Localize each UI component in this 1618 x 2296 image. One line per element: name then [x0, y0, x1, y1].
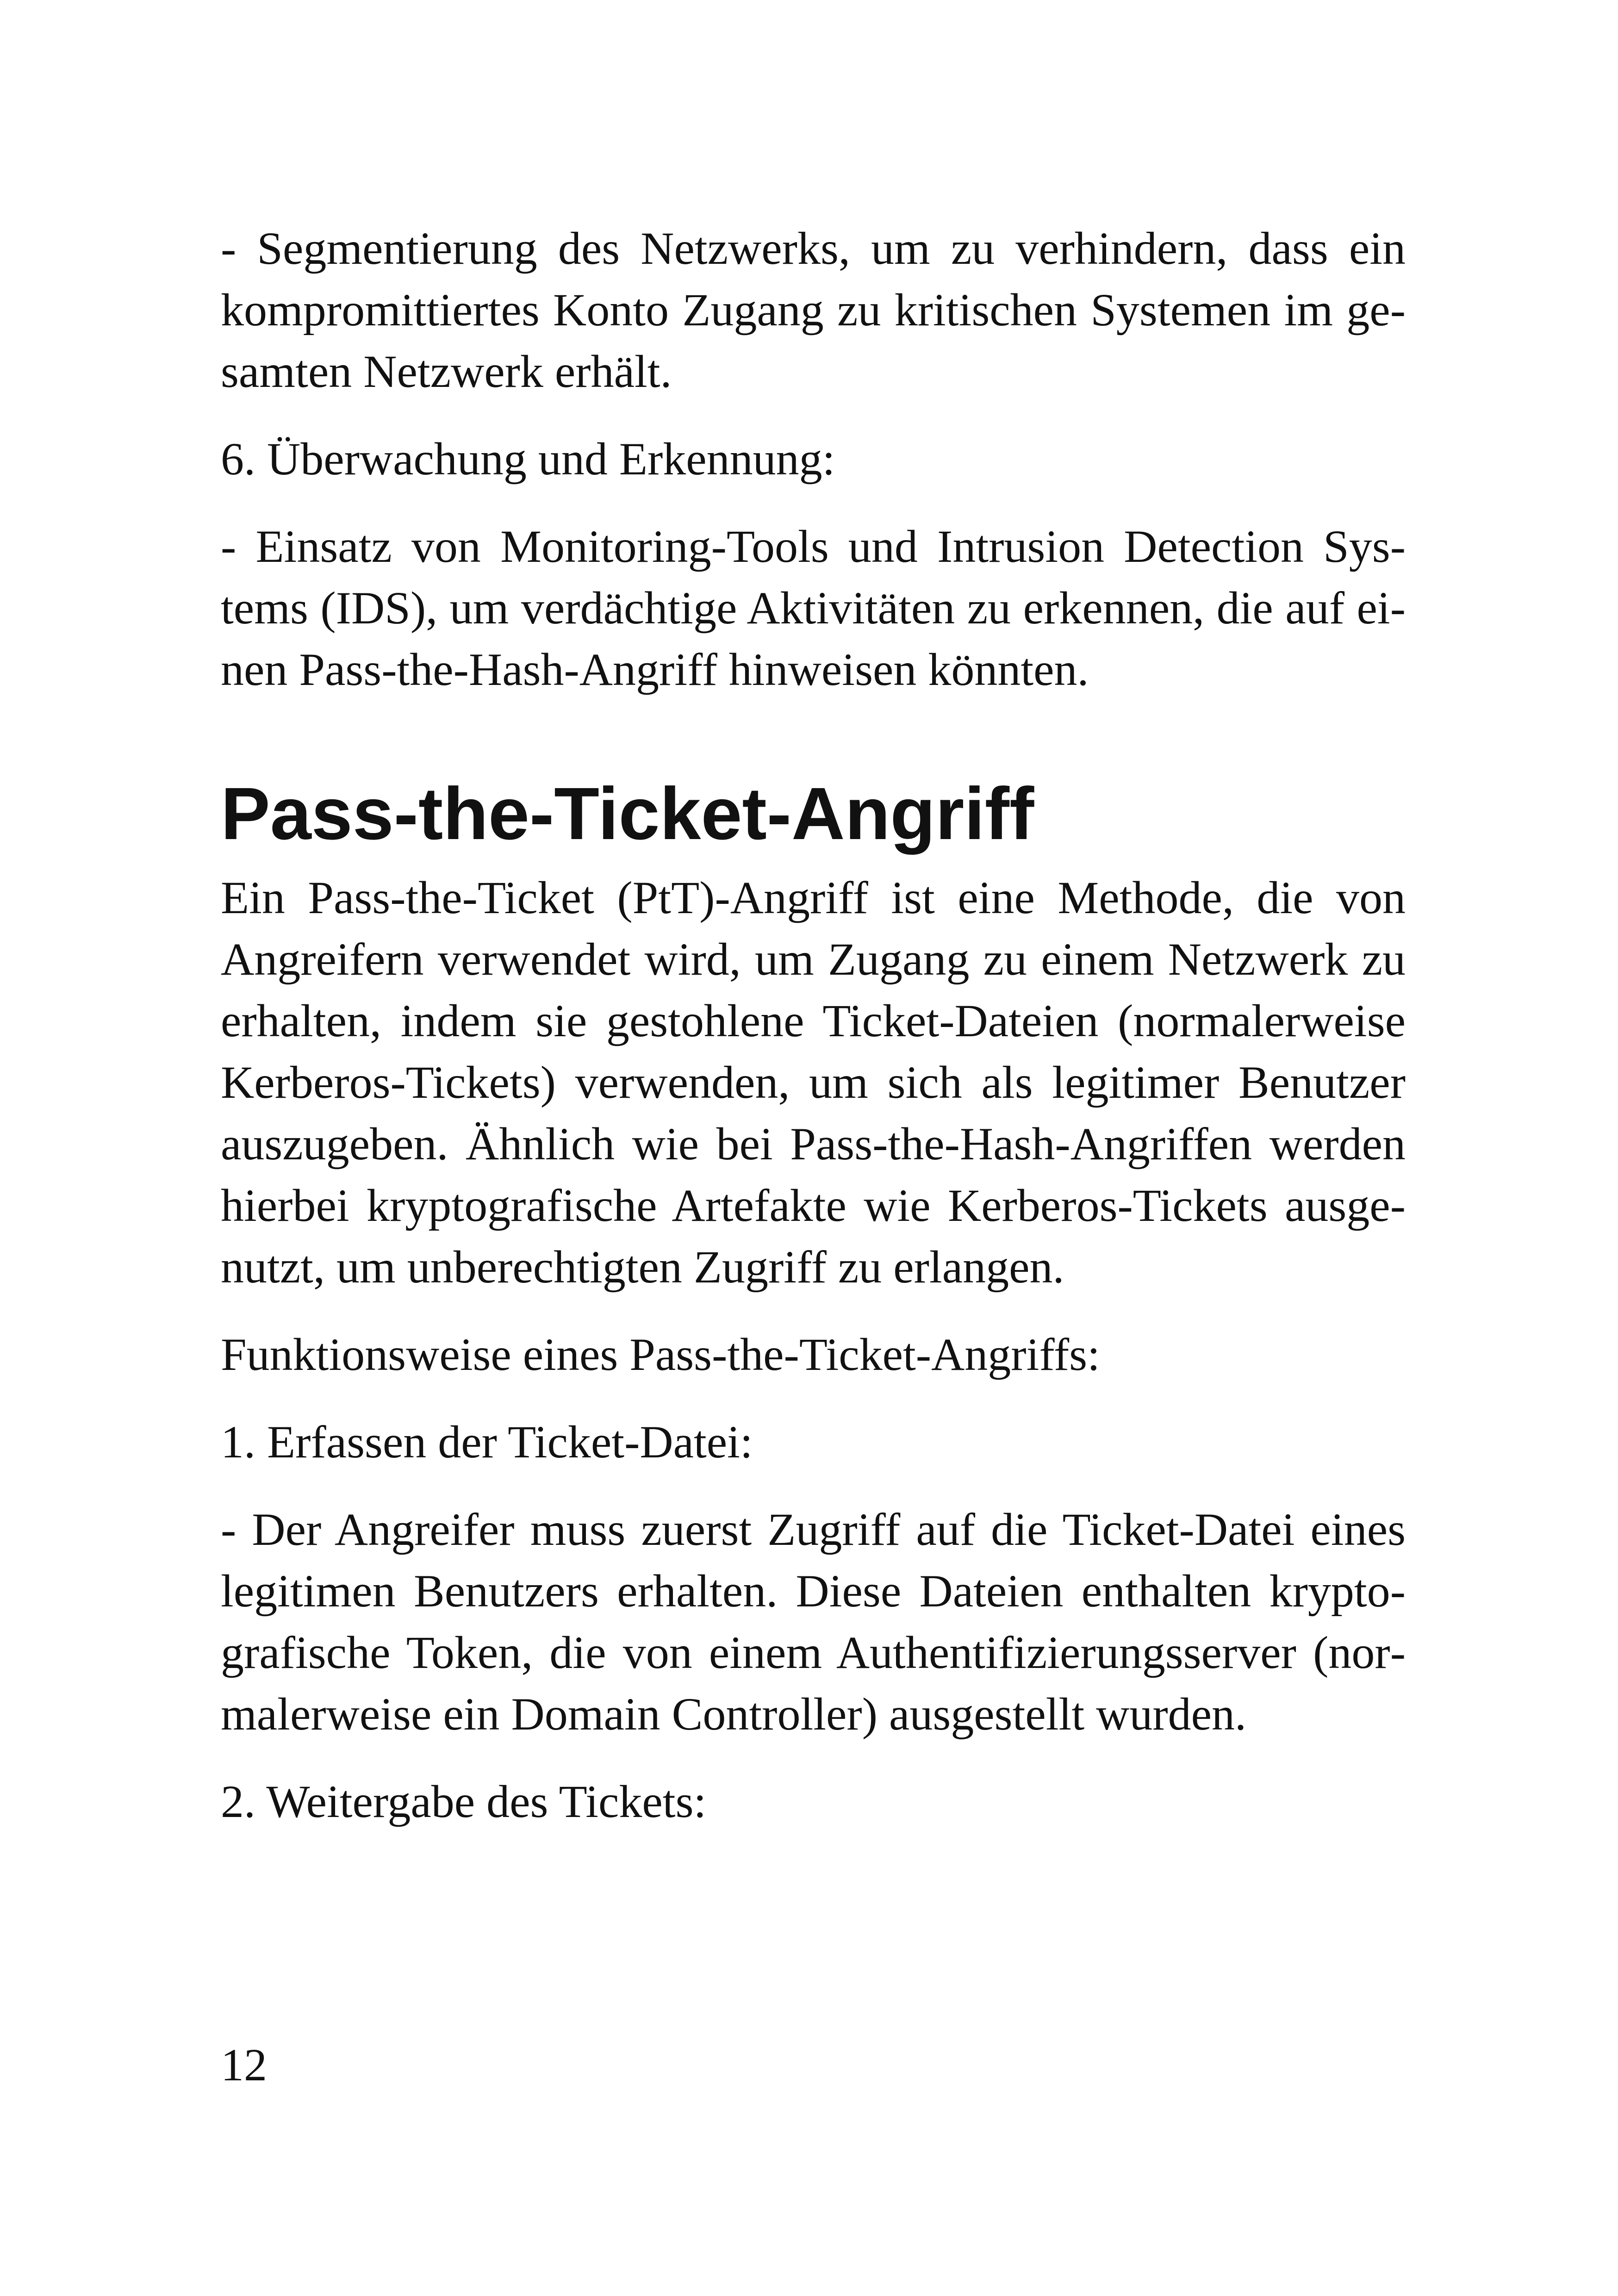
paragraph-network-segmentation: - Segmentierung des Netzwerks, um zu verhindern, dass ein kompromittiertes Konto Zugang zu kritischen Systemen im gesamten Netzwerk erhält. [221, 223, 1406, 397]
paragraph-monitoring-heading: 6. Überwachung und Erkennung: [221, 433, 835, 485]
page-content [221, 218, 1406, 1858]
paragraph-ids-monitoring: - Einsatz von Monitoring-Tools und Intrusion Detection Systems (IDS), um verdächtige Aktivitäten zu erkennen, die auf einen Pass-the-Hash-Angriff hinweisen könnten. [221, 521, 1406, 695]
page-number: 12 [221, 2039, 267, 2091]
paragraph-step-2-title: 2. Weitergabe des Tickets: [221, 1776, 707, 1827]
paragraph-step-1-title: 1. Erfassen der Ticket-Datei: [221, 1416, 753, 1468]
paragraph-step-1-description: - Der Angreifer muss zuerst Zugriff auf die Ticket-Datei eines legitimen Benutzers erhalten. Diese Dateien enthalten kryptografische Token, die von einem Authentifizierungsserver (normalerweise ein Domain Controller) ausgestellt wurden. [221, 1504, 1406, 1740]
paragraph-functionality-intro: Funktionsweise eines Pass-the-Ticket-Angriffs: [221, 1329, 1100, 1380]
section-heading-pass-the-ticket: Pass-the-Ticket-Angriff [221, 772, 1034, 855]
paragraph-ptt-definition: Ein Pass-the-Ticket (PtT)-Angriff ist eine Methode, die von Angreifern verwendet wird, um Zugang zu einem Netzwerk zu erhalten, indem sie gestohlene Ticket-Dateien (normalerweise Kerberos-Tickets) verwenden, um sich als legitimer Benutzer auszugeben. Ähnlich wie bei Pass-the-Hash-Angriffen werden hierbei kryptografische Artefakte wie Kerberos-Tickets ausgenutzt, um unberechtigten Zugriff zu erlangen. [221, 872, 1406, 1293]
